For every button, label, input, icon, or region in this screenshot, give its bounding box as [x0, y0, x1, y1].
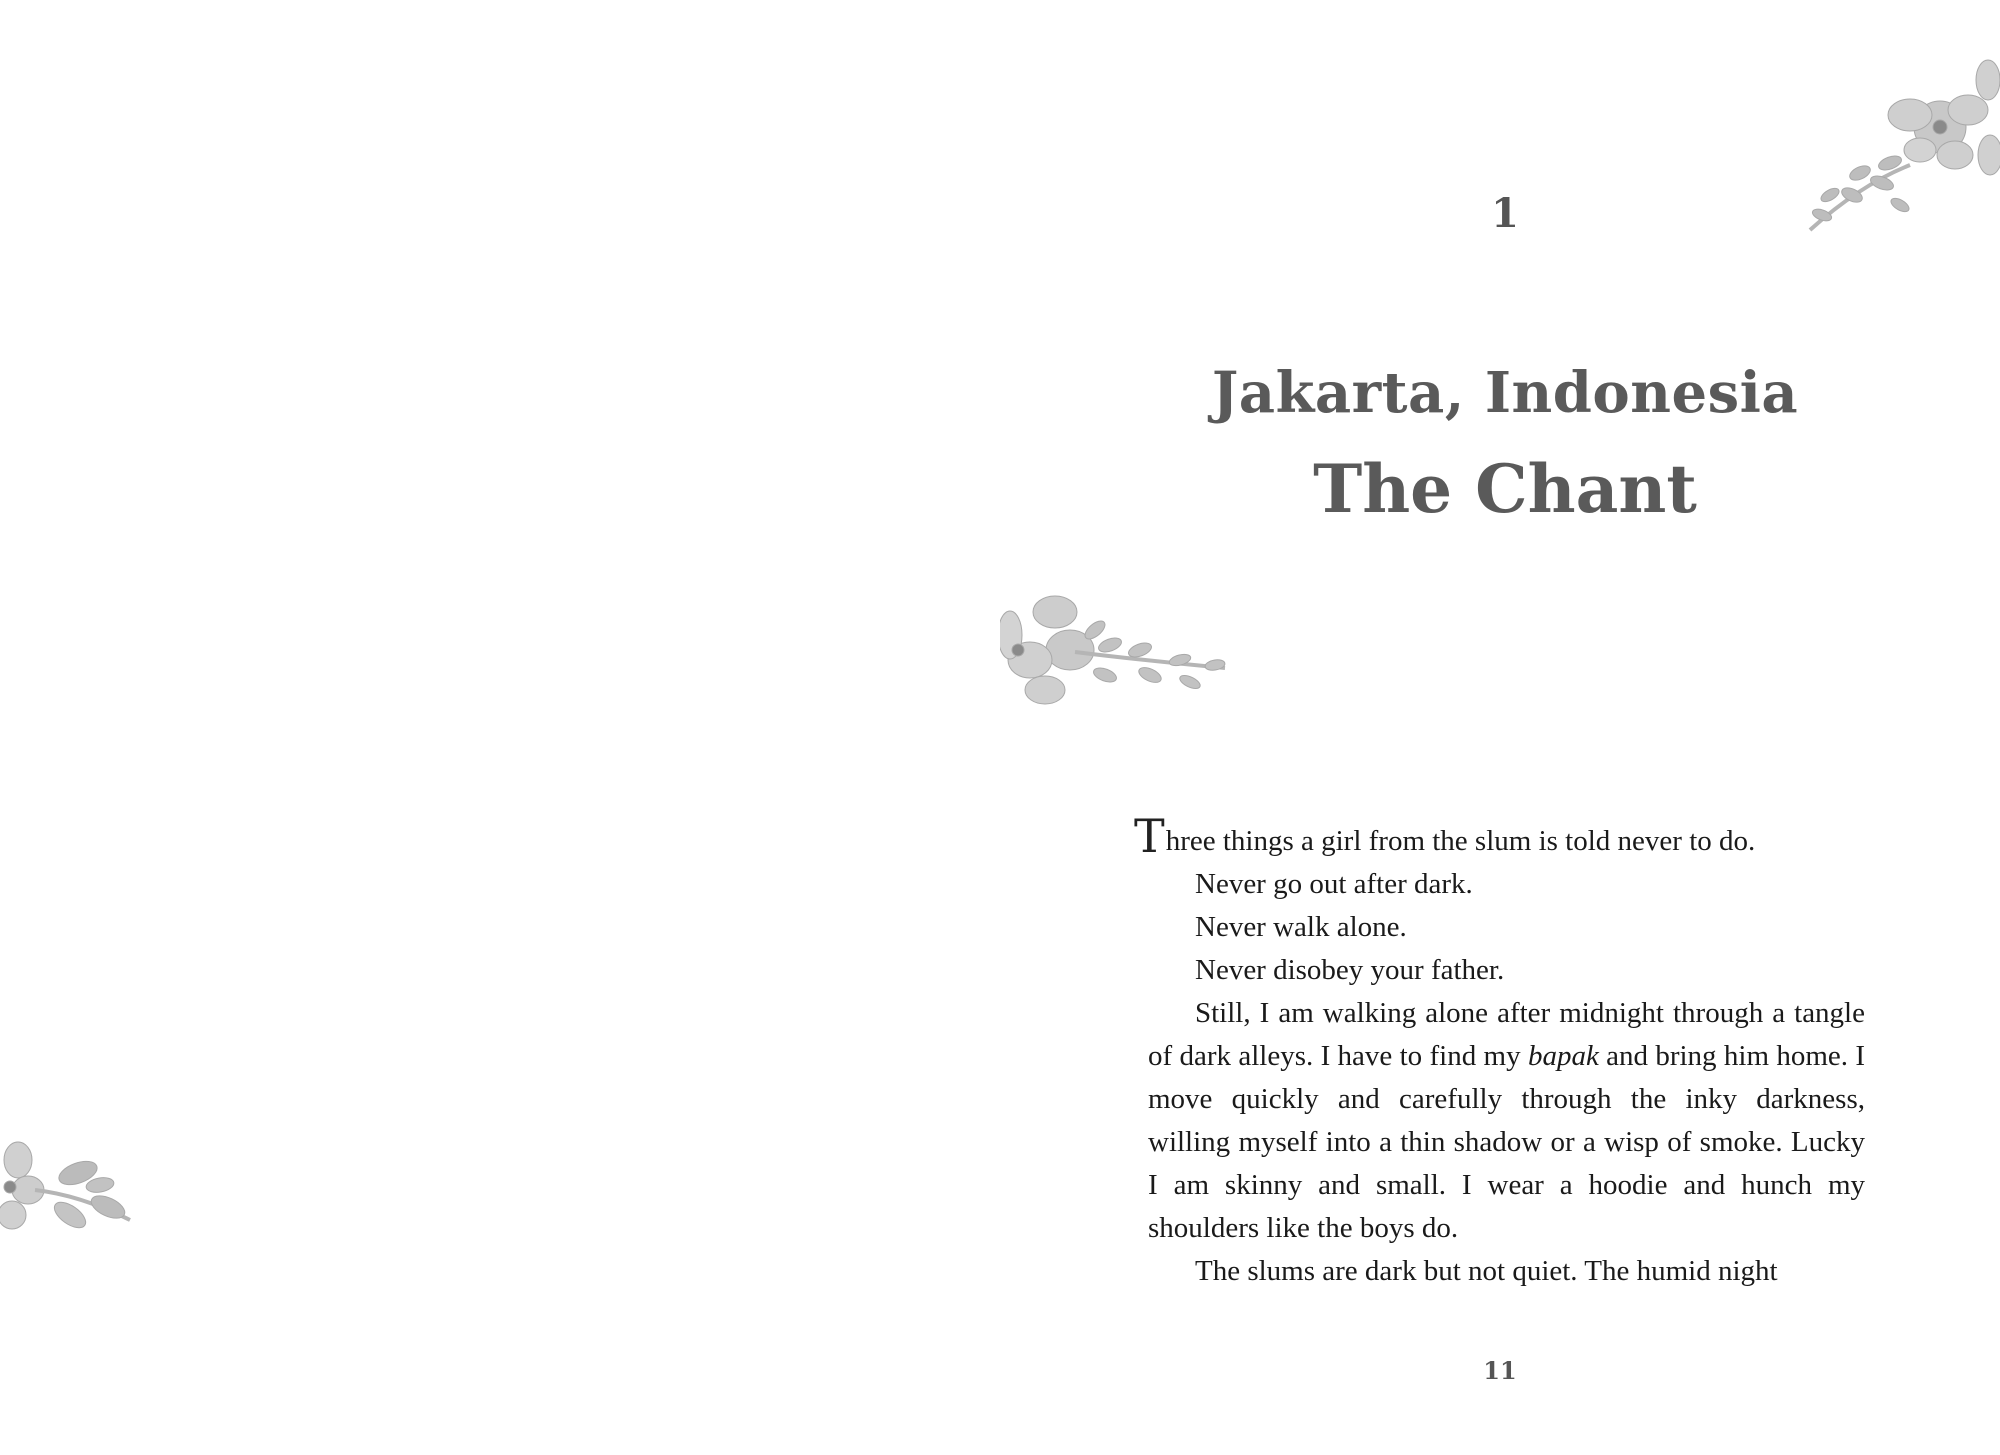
chapter-place: Jakarta, Indonesia	[1211, 360, 1799, 426]
floral-branch-icon	[0, 1135, 135, 1235]
chapter-title: The Chant	[1313, 450, 1697, 528]
italic-word: bapak	[1527, 1040, 1599, 1072]
paragraph: Never disobey your father.	[1195, 954, 1505, 986]
paragraph	[1148, 992, 1865, 1250]
chapter-body	[1134, 809, 1865, 1293]
page-number: 11	[1483, 1356, 1517, 1385]
paragraph: Never go out after dark.	[1195, 868, 1473, 900]
paragraph-text: and bring him home. I move quickly and carefully through the inky darkness, willing myself into a thin shadow or a wisp of smoke. Lucky I am skinny and small. I wear a hoodie and hunch my shoulders like the boys do.	[1148, 1040, 1865, 1244]
paragraph: Never walk alone.	[1195, 911, 1407, 943]
paragraph-text: Still, I am walking alone after midnight through a tangle of dark alleys. I have to find my	[1148, 997, 1865, 1072]
floral-branch-icon	[1790, 55, 2000, 240]
paragraph-text: hree things a girl from the slum is told never to do.	[1165, 825, 1756, 857]
paragraph	[1134, 809, 1865, 863]
floral-branch-icon	[1000, 590, 1230, 710]
drop-cap: T	[1134, 809, 1165, 863]
chapter-number: 1	[1491, 190, 1519, 237]
paragraph: The slums are dark but not quiet. The humid night	[1195, 1255, 1778, 1287]
